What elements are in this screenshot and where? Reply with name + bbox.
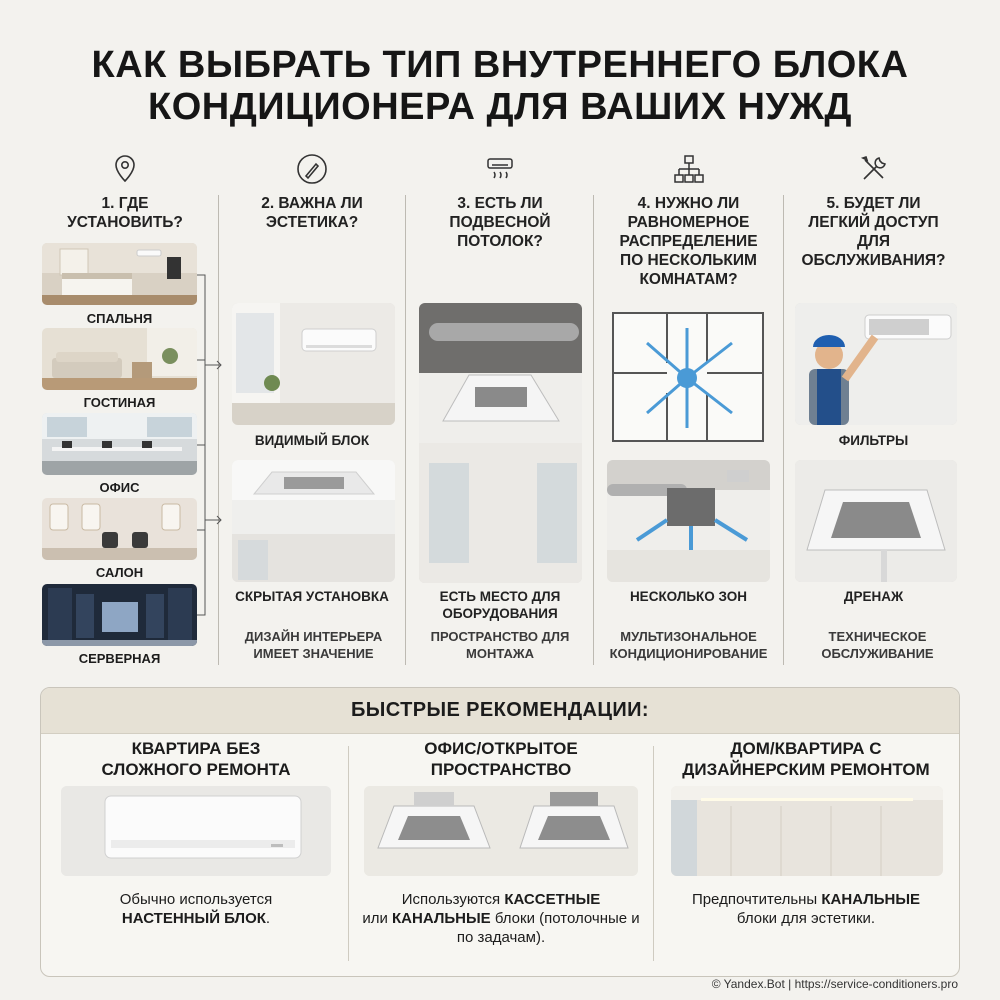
rec-text-part: Предпочтительны — [691, 891, 822, 908]
paint-tool-icon — [222, 148, 402, 190]
panel-divider — [348, 746, 349, 961]
panel-divider — [653, 746, 654, 961]
rec-text-part: блоки для эстетики. — [736, 910, 876, 927]
aesthetics-note: ДИЗАЙН ИНТЕРЬЕРА ИМЕЕТ ЗНАЧЕНИЕ — [244, 629, 383, 661]
server-room-photo — [42, 584, 197, 646]
multi-zone-caption: НЕСКОЛЬКО ЗОН — [629, 589, 748, 604]
rec-text-bold: НАСТЕННЫЙ БЛОК — [121, 910, 266, 927]
recommendation-apartment — [51, 738, 341, 968]
question-5: 5. БУДЕТ ЛИ ЛЕГКИЙ ДОСТУП ДЛЯ ОБСЛУЖИВАНИЯ? — [801, 195, 946, 269]
rec-text-bold: КАНАЛЬНЫЕ — [392, 910, 491, 927]
drainage-caption: ДРЕНАЖ — [843, 589, 904, 604]
floorplan-diagram — [607, 303, 770, 445]
service-note: ТЕХНИЧЕСКОЕ ОБСЛУЖИВАНИЕ — [821, 629, 934, 661]
rec-title-office: ОФИС/ОТКРЫТОЕ ПРОСТРАНСТВО — [424, 739, 578, 779]
duct-interior-photo — [671, 786, 943, 876]
quick-recommendations-panel — [40, 687, 960, 977]
column-divider — [405, 195, 406, 665]
ceiling-ac-icon — [410, 148, 590, 190]
filter-service-photo — [795, 303, 957, 425]
question-1: 1. ГДЕ УСТАНОВИТЬ? — [67, 195, 183, 231]
cassette-units-photo — [364, 786, 638, 876]
filters-caption: ФИЛЬТРЫ — [838, 433, 909, 448]
rec-text-office — [356, 890, 646, 947]
room-label-living: ГОСТИНАЯ — [83, 395, 156, 410]
rec-title-designer: ДОМ/КВАРТИРА С ДИЗАЙНЕРСКИМ РЕМОНТОМ — [682, 739, 930, 779]
drainage-cassette-photo — [795, 460, 957, 582]
living-room-photo — [42, 328, 197, 390]
visible-unit-caption: ВИДИМЫЙ БЛОК — [254, 433, 370, 448]
column-divider — [593, 195, 594, 665]
location-pin-icon — [40, 148, 210, 190]
title-line-2: КОНДИЦИОНЕРА ДЛЯ ВАШИХ НУЖД — [148, 86, 852, 128]
tools-icon — [787, 148, 960, 190]
rec-text-part: Используются — [401, 891, 505, 908]
room-label-bedroom: СПАЛЬНЯ — [86, 311, 153, 326]
rec-text-part: или — [362, 910, 392, 927]
hidden-install-caption: СКРЫТАЯ УСТАНОВКА — [235, 589, 389, 604]
hidden-install-photo — [232, 460, 395, 582]
question-3: 3. ЕСТЬ ЛИ ПОДВЕСНОЙ ПОТОЛОК? — [449, 195, 551, 250]
rec-text-part: Обычно используется — [119, 891, 273, 908]
recommendation-designer-home — [661, 738, 951, 968]
room-label-office: ОФИС — [99, 480, 140, 495]
column-divider — [783, 195, 784, 665]
distribution-icon — [597, 148, 780, 190]
rec-text-bold: КАНАЛЬНЫЕ — [821, 891, 921, 908]
suspended-ceiling-photo — [419, 303, 582, 583]
rec-text-apartment — [51, 890, 341, 928]
rec-text-part: . — [265, 910, 271, 927]
rec-text-part: блоки (потолочные и по задачам). — [456, 910, 640, 946]
recommendation-office — [356, 738, 646, 968]
rec-text-designer — [661, 890, 951, 928]
visible-unit-photo — [232, 303, 395, 425]
question-4: 4. НУЖНО ЛИ РАВНОМЕРНОЕ РАСПРЕДЕЛЕНИЕ ПО НЕСКОЛЬКИМ КОМНАТАМ? — [619, 195, 758, 288]
multi-zone-duct-photo — [607, 460, 770, 582]
ceiling-note: ПРОСТРАНСТВО ДЛЯ МОНТАЖА — [430, 629, 570, 661]
title-line-1: КАК ВЫБРАТЬ ТИП ВНУТРЕННЕГО БЛОКА — [91, 44, 909, 86]
rec-text-bold: КАССЕТНЫЕ — [504, 891, 601, 908]
salon-photo — [42, 498, 197, 560]
room-label-server: СЕРВЕРНАЯ — [78, 651, 161, 666]
rec-title-apartment: КВАРТИРА БЕЗ СЛОЖНОГО РЕМОНТА — [101, 739, 291, 779]
bedroom-photo — [42, 243, 197, 305]
wall-unit-photo — [61, 786, 331, 876]
distribution-note: МУЛЬТИЗОНАЛЬНОЕ КОНДИЦИОНИРОВАНИЕ — [609, 629, 768, 661]
footer-credit: © Yandex.Bot | https://service-conditioners.pro — [711, 977, 958, 991]
recommendations-heading: БЫСТРЫЕ РЕКОМЕНДАЦИИ: — [41, 688, 959, 734]
ceiling-caption: ЕСТЬ МЕСТО ДЛЯ ОБОРУДОВАНИЯ — [439, 589, 561, 621]
question-2: 2. ВАЖНА ЛИ ЭСТЕТИКА? — [261, 195, 363, 231]
room-label-salon: САЛОН — [95, 565, 144, 580]
page-title — [0, 44, 1000, 128]
office-photo — [42, 413, 197, 475]
